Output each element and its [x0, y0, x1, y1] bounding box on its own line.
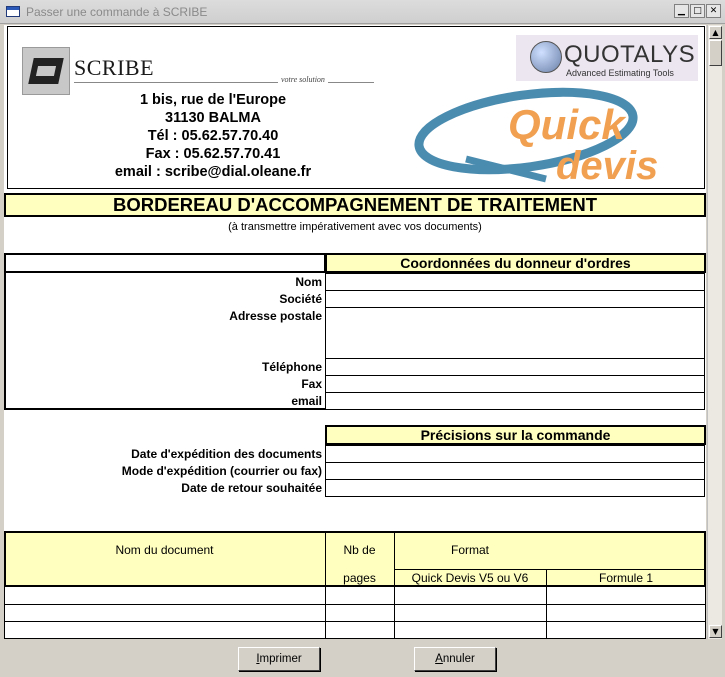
cancel-button[interactable]: [414, 647, 496, 671]
vertical-scrollbar[interactable]: [707, 25, 722, 639]
print-button[interactable]: [238, 647, 320, 671]
blank-header-bar: [4, 253, 326, 273]
devis-word: devis: [556, 144, 659, 188]
header-quick-devis: Quick Devis V5 ou V6: [411, 571, 529, 585]
company-name: SCRIBE: [74, 55, 155, 80]
cancel-label: nnuler: [442, 653, 475, 665]
adresse-field[interactable]: [325, 307, 705, 359]
societe-field[interactable]: [325, 290, 705, 308]
header-formule: Formule 1: [598, 571, 654, 585]
print-accel: I: [256, 653, 260, 665]
company-slogan: votre solution: [278, 75, 328, 84]
label-email: email: [291, 394, 322, 408]
scroll-up-icon[interactable]: ▲: [709, 26, 722, 39]
header-nb-pages-line1: Nb de: [343, 543, 376, 557]
quick-word: Quick: [508, 101, 625, 148]
table-row[interactable]: [4, 604, 706, 605]
telephone-field[interactable]: [325, 358, 705, 376]
header-nom-document: Nom du document: [115, 543, 214, 557]
button-bar: [0, 640, 725, 677]
label-date-expedition: Date d'expédition des documents: [131, 447, 322, 461]
date-expedition-field[interactable]: [325, 445, 705, 463]
window-title: Passer une commande à SCRIBE: [26, 5, 208, 19]
section-commande-header: Précisions sur la commande: [325, 425, 706, 445]
quotalys-tagline: Advanced Estimating Tools: [566, 68, 674, 78]
nom-field[interactable]: [325, 273, 705, 291]
table-left-border: [4, 587, 5, 639]
fax-field[interactable]: [325, 375, 705, 393]
quick-devis-logo: [406, 81, 706, 189]
header-nb-pages-line2: pages: [343, 571, 376, 585]
section-donneur-header: Coordonnées du donneur d'ordres: [325, 253, 706, 273]
label-adresse: Adresse postale: [229, 309, 322, 323]
close-button[interactable]: ✕: [706, 4, 721, 18]
title-bar: [0, 0, 725, 24]
cancel-accel: A: [435, 653, 443, 665]
label-telephone: Téléphone: [261, 360, 322, 374]
table-row[interactable]: [4, 638, 706, 639]
scroll-thumb[interactable]: [709, 40, 722, 66]
table-row[interactable]: [4, 621, 706, 622]
globe-icon: [530, 41, 562, 73]
document-area: [4, 25, 706, 639]
email-field[interactable]: [325, 392, 705, 410]
header-format: Format: [450, 543, 489, 557]
window-icon: [6, 6, 20, 17]
scribe-logo-icon: [22, 47, 70, 95]
section-bottom-border: [4, 408, 326, 410]
label-fax: Fax: [301, 377, 322, 391]
label-societe: Société: [279, 292, 322, 306]
label-nom: Nom: [295, 275, 322, 289]
address-line: email : scribe@dial.oleane.fr: [114, 164, 312, 180]
maximize-button[interactable]: □: [690, 4, 705, 18]
form-subtitle: (à transmettre impérativement avec vos documents): [228, 221, 482, 233]
mode-expedition-field[interactable]: [325, 462, 705, 480]
scroll-down-icon[interactable]: ▼: [709, 625, 722, 638]
form-title: BORDEREAU D'ACCOMPAGNEMENT DE TRAITEMENT: [4, 193, 706, 217]
logo-divider: [74, 82, 374, 83]
format-subheader-line: [394, 569, 706, 570]
date-retour-field[interactable]: [325, 479, 705, 497]
address-line: Tél : 05.62.57.70.40: [147, 128, 279, 144]
table-right-border: [705, 587, 706, 639]
minimize-button[interactable]: ▁: [674, 4, 689, 18]
company-address: [68, 91, 358, 181]
quotalys-logo: [516, 35, 698, 81]
label-mode-expedition: Mode d'expédition (courrier ou fax): [121, 464, 322, 478]
print-label: mprimer: [259, 653, 302, 665]
letterhead: [7, 26, 705, 189]
label-date-retour: Date de retour souhaitée: [181, 481, 322, 495]
address-line: 1 bis, rue de l'Europe: [139, 92, 287, 108]
quotalys-name: QUOTALYS: [564, 41, 696, 68]
address-line: Fax : 05.62.57.70.41: [145, 146, 281, 162]
address-line: 31130 BALMA: [165, 110, 261, 126]
